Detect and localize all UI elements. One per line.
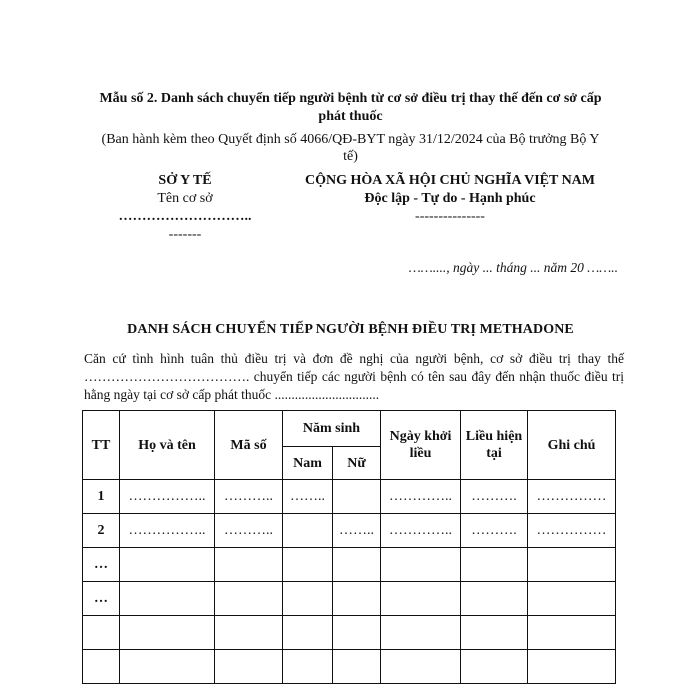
cell-start-date [381, 582, 461, 616]
cell-current-dose [461, 548, 528, 582]
cell-code [215, 616, 283, 650]
cell-female [333, 548, 381, 582]
cell-name [120, 650, 215, 684]
table-row [83, 582, 616, 616]
cell-female [333, 582, 381, 616]
header-tt: TT [83, 411, 120, 480]
cell-male [283, 514, 333, 548]
cell-current-dose: ………. [461, 514, 528, 548]
cell-current-dose [461, 650, 528, 684]
facility-label: Tên cơ sở [157, 191, 213, 206]
header-name: Họ và tên [120, 411, 215, 480]
intro-paragraph: Căn cứ tình hình tuân thủ điều trị và đơn đề nghị của người bệnh, cơ sở điều trị thay thế ………………………………. chuyển tiếp các người bệnh có tên sau đây đến nhận thuốc điều trị hằng ngày tại cơ sở cấp phát thuốc ............................... [84, 351, 624, 402]
cell-male [283, 548, 333, 582]
cell-code: ……….. [215, 514, 283, 548]
patient-transfer-table [82, 410, 616, 684]
header-note: Ghi chú [528, 411, 616, 480]
cell-note: …………… [528, 514, 616, 548]
cell-note [528, 582, 616, 616]
cell-name: …………….. [120, 514, 215, 548]
header-male: Nam [283, 447, 333, 480]
cell-code [215, 650, 283, 684]
subtitle-line-2: tế) [343, 149, 358, 164]
table-row [83, 616, 616, 650]
cell-name [120, 616, 215, 650]
country-name: CỘNG HÒA XÃ HỘI CHỦ NGHĨA VIỆT NAM [304, 173, 595, 188]
cell-tt: 2 [83, 514, 120, 548]
cell-name [120, 548, 215, 582]
cell-start-date: ………….. [381, 480, 461, 514]
facility-name-blank: ……………………….. [118, 209, 252, 224]
cell-male [283, 616, 333, 650]
cell-note: …………… [528, 480, 616, 514]
cell-tt: … [83, 548, 120, 582]
subtitle-line-1: (Ban hành kèm theo Quyết định số 4066/QĐ-BYT ngày 31/12/2024 của Bộ trưởng Bộ Y [101, 132, 600, 147]
table-row [83, 480, 616, 514]
agency-divider: ------- [168, 227, 202, 242]
cell-name: …………….. [120, 480, 215, 514]
table-row [83, 650, 616, 684]
cell-female: …….. [333, 514, 381, 548]
cell-current-dose [461, 582, 528, 616]
cell-start-date [381, 616, 461, 650]
cell-current-dose: ………. [461, 480, 528, 514]
agency-name: SỞ Y TẾ [158, 173, 212, 188]
cell-tt: … [83, 582, 120, 616]
header-birth-year: Năm sinh [283, 411, 381, 447]
cell-name [120, 582, 215, 616]
cell-start-date [381, 650, 461, 684]
cell-tt [83, 616, 120, 650]
national-header-block [275, 172, 625, 226]
cell-note [528, 616, 616, 650]
motto-divider: --------------- [415, 209, 485, 224]
cell-start-date [381, 548, 461, 582]
cell-code: ……….. [215, 480, 283, 514]
form-title-line-2: phát thuốc [318, 109, 383, 124]
agency-block [110, 172, 260, 244]
cell-male: …….. [283, 480, 333, 514]
date-line: ……...., ngày ... tháng ... năm 20 …….. [408, 260, 618, 275]
cell-note [528, 650, 616, 684]
cell-tt: 1 [83, 480, 120, 514]
table-row [83, 514, 616, 548]
header-female: Nữ [333, 447, 381, 480]
cell-code [215, 548, 283, 582]
national-motto: Độc lập - Tự do - Hạnh phúc [364, 191, 536, 206]
cell-code [215, 582, 283, 616]
cell-male [283, 582, 333, 616]
table-row [83, 548, 616, 582]
cell-tt [83, 650, 120, 684]
cell-current-dose [461, 616, 528, 650]
cell-female [333, 616, 381, 650]
form-title-line-1: Mẫu số 2. Danh sách chuyển tiếp người bệnh từ cơ sở điều trị thay thế đến cơ sở cấp [99, 91, 602, 106]
cell-female [333, 650, 381, 684]
cell-start-date: ………….. [381, 514, 461, 548]
cell-male [283, 650, 333, 684]
cell-note [528, 548, 616, 582]
cell-female [333, 480, 381, 514]
header-current-dose: Liều hiện tại [461, 411, 528, 480]
list-title: DANH SÁCH CHUYỂN TIẾP NGƯỜI BỆNH ĐIỀU TRỊ METHADONE [127, 322, 574, 337]
header-start-date: Ngày khởi liều [381, 411, 461, 480]
form-title [78, 90, 623, 126]
form-subtitle [78, 131, 623, 165]
header-code: Mã số [215, 411, 283, 480]
